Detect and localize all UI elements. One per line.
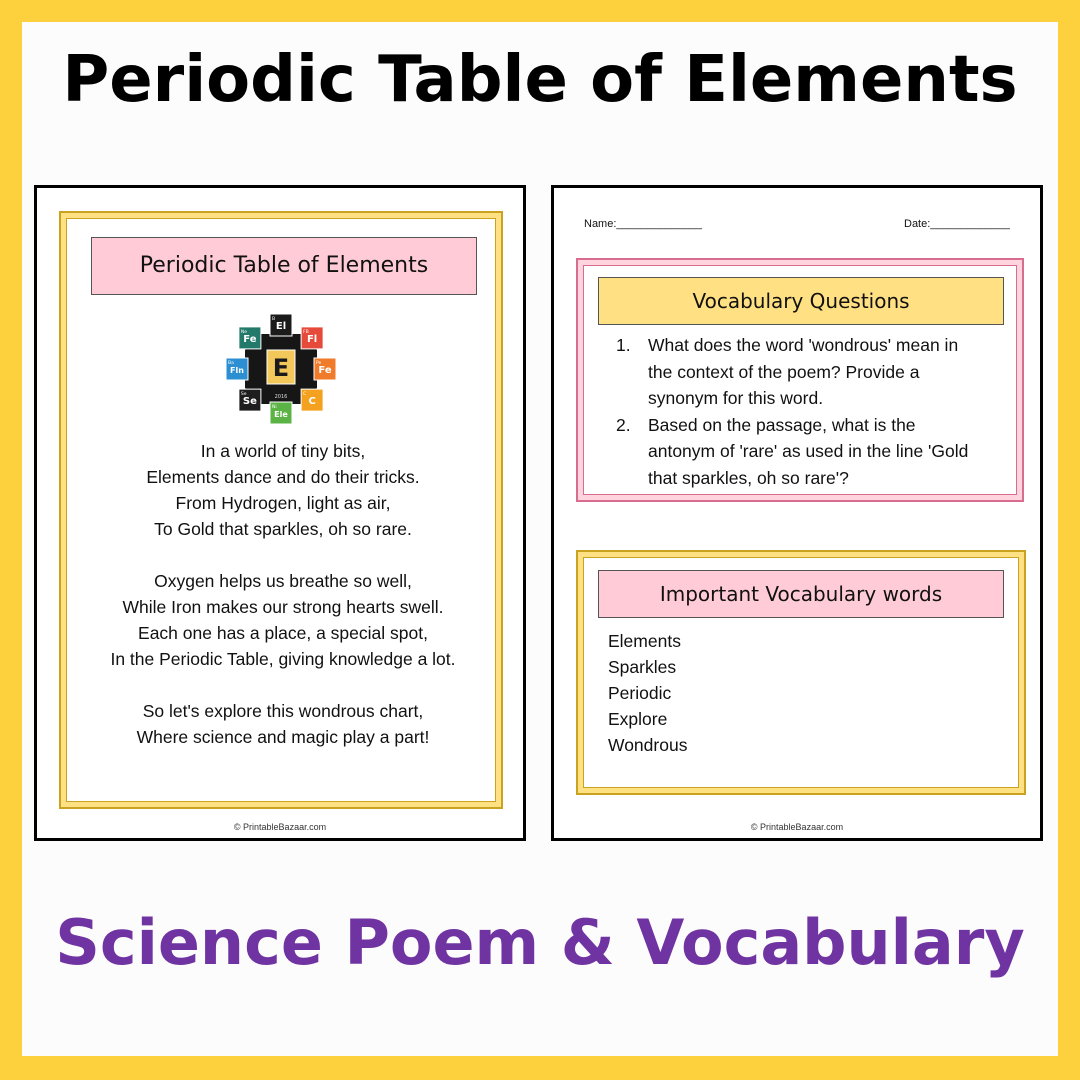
element-tile-icon (226, 358, 248, 380)
vocab-word: Explore (608, 709, 668, 729)
vocab-word: Periodic (608, 683, 672, 703)
date-field[interactable]: Date:_____________ (904, 218, 1010, 230)
svg-text:Se: Se (242, 396, 257, 408)
poem-line: Oxygen helps us breathe so well, (154, 571, 412, 591)
questions-header: Vocabulary Questions (598, 277, 1004, 325)
main-title: Periodic Table of Elements (62, 43, 1018, 117)
element-tile-icon (239, 389, 261, 411)
svg-text:FB: FB (303, 329, 309, 335)
svg-text:Fe: Fe (243, 333, 257, 345)
name-field[interactable]: Name:______________ (584, 218, 703, 230)
right-footer: © PrintableBazaar.com (750, 822, 844, 832)
svg-text:2016: 2016 (274, 394, 288, 400)
element-tile-icon (239, 327, 261, 349)
question-text: What does the word 'wondrous' mean in the context of the poem? Provide a synonym for this word. (648, 335, 959, 408)
svg-text:El: El (275, 321, 287, 332)
svg-text:Pe: Pe (316, 361, 322, 366)
svg-text:Ne: Ne (240, 329, 248, 335)
svg-text:Fln: Fln (230, 366, 244, 375)
poem-line: From Hydrogen, light as air, (175, 493, 391, 513)
vocab-word: Wondrous (608, 735, 688, 755)
svg-text:Fe: Fe (318, 365, 332, 376)
vocab-list (608, 628, 687, 758)
svg-text:Ni: Ni (272, 405, 277, 410)
question-item (594, 332, 984, 412)
svg-text:B: B (272, 317, 276, 322)
poem-line: Each one has a place, a special spot, (138, 623, 428, 643)
svg-text:Ele: Ele (274, 410, 288, 419)
poem-line: To Gold that sparkles, oh so rare. (154, 519, 412, 539)
svg-text:C: C (303, 392, 307, 398)
svg-text:C: C (308, 396, 316, 408)
element-tile-icon (270, 402, 292, 424)
vocab-header: Important Vocabulary words (598, 570, 1004, 618)
elements-illustration (223, 312, 339, 426)
left-footer: © PrintableBazaar.com (233, 822, 327, 832)
poem-stanza (93, 568, 473, 672)
question-number: 2. (616, 414, 631, 435)
periodic-octagon-icon (223, 312, 339, 426)
element-tile-icon (270, 314, 292, 336)
poem-line: Where science and magic play a part! (136, 727, 430, 747)
question-number: 1. (616, 335, 631, 355)
element-tile-icon (301, 389, 323, 411)
poem-line: In a world of tiny bits, (200, 441, 366, 461)
poem-stanza (93, 698, 473, 750)
questions-list (594, 332, 984, 491)
poem-stanza (93, 438, 473, 542)
question-text: Based on the passage, what is the antonym of 'rare' as used in the line 'Gold that sparkles, oh so rare'? (648, 414, 969, 488)
subtitle: Science Poem & Vocabulary (55, 906, 1025, 979)
poem-line: While Iron makes our strong hearts swell. (122, 597, 444, 617)
question-item (594, 412, 984, 492)
poem-text (93, 438, 473, 776)
vocab-word: Sparkles (608, 657, 677, 677)
element-tile-icon (314, 358, 336, 380)
svg-text:Fl: Fl (306, 333, 318, 345)
poem-line: In the Periodic Table, giving knowledge a lot. (110, 649, 456, 669)
vocab-word: Elements (608, 631, 681, 651)
poem-header: Periodic Table of Elements (91, 237, 477, 295)
svg-text:Ba: Ba (228, 361, 234, 366)
svg-text:E: E (272, 354, 290, 382)
poem-worksheet-page (34, 185, 526, 841)
element-tile-icon (301, 327, 323, 349)
poem-line: So let's explore this wondrous chart, (142, 701, 424, 721)
poem-line: Elements dance and do their tricks. (146, 467, 420, 487)
svg-text:Se: Se (240, 392, 247, 398)
vocabulary-worksheet-page (551, 185, 1043, 841)
